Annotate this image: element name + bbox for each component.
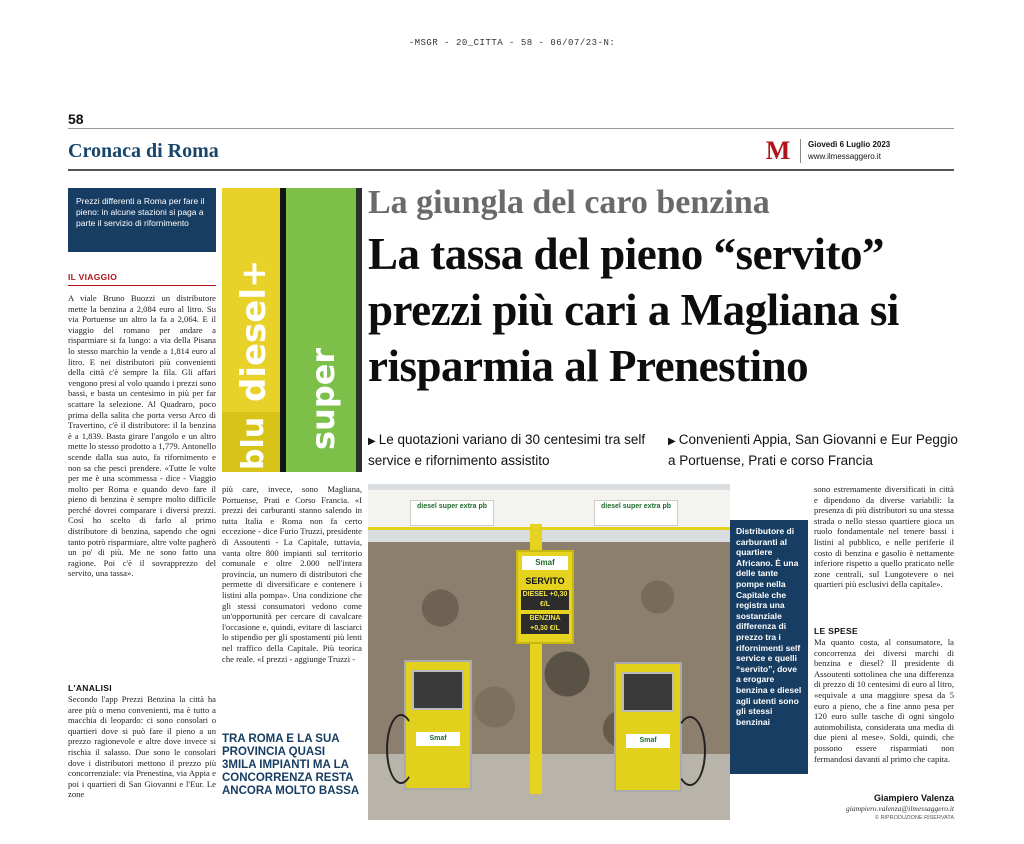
dispenser-screen: [412, 670, 464, 710]
pump-label-blu: blu: [236, 416, 271, 470]
header-rule: [68, 169, 954, 171]
label-analisi: L'ANALISI: [68, 683, 112, 693]
canopy-sign-right: diesel super extra pb: [594, 500, 678, 526]
fuel-hose: [386, 714, 416, 784]
label-viaggio: IL VIAGGIO: [68, 272, 118, 282]
issue-date: Giovedì 6 Luglio 2023: [808, 140, 891, 149]
gas-station-photo: [368, 484, 730, 820]
author-signature: Giampiero Valenza: [873, 793, 954, 803]
triangle-bullet-icon: ▶: [668, 436, 676, 447]
top-rule: [68, 128, 954, 129]
pull-quote: TRA ROMA E LA SUA PROVINCIA QUASI 3MILA IMPIANTI MA LA CONCORRENZA RESTA ANCORA MOLTO BASSA: [222, 733, 360, 797]
price-board-logo: Smaf: [522, 556, 568, 570]
print-slug: -MSGR - 20_CITTA - 58 - 06/07/23-N:: [408, 38, 616, 48]
article-column-4: sono estremamente diversificati in città e dipendono da diverse variabili: la presenza di più distributori su una stessa strada o nello stesso quartiere gioca un ruolo fondamentale nel tenere bassi i listini al pubblico, e nelle periferie il costo di benzina e gasolio è nettamente inferiore rispetto a quello praticato nelle zone centrali, sul Lungotevere o nei quartieri più esclusivi della capitale».: [814, 484, 954, 590]
pump-label-diesel: diesel+: [234, 259, 274, 402]
canopy-sign-left: diesel super extra pb: [410, 500, 494, 526]
fuel-dispenser-left: [404, 660, 472, 790]
pump-labels-photo: [222, 188, 362, 472]
kicker: La giungla del caro benzina: [368, 184, 770, 221]
masthead-logo-icon: M: [765, 136, 791, 165]
price-board-title: SERVITO: [525, 576, 565, 586]
price-board-diesel: DIESEL +0,30 €/L: [522, 591, 568, 608]
copyright-notice: © RIPRODUZIONE RISERVATA: [874, 815, 954, 821]
dispenser-screen: [622, 672, 674, 712]
masthead-separator: [800, 139, 801, 163]
price-board: [516, 550, 574, 644]
deck-1: [368, 430, 658, 470]
article-column-4b: Ma quanto costa, al consumatore, la concorrenza dei diversi marchi di benzina e diesel? Il presidente di Assoutenti sottolinea che una differenza di prezzo di 10 centesimi di euro al litro, «equivale a una maggiore spesa da 5 euro a pieno, che a fine anno pesa per 120 euro sulle tasche di ogni singolo automobilista, considerata una media di due pieni al mese». Soldi, quindi, che possono essere risparmiati non fermandosi davanti al primo che capita.: [814, 637, 954, 764]
website: www.ilmessaggero.it: [808, 152, 881, 161]
triangle-bullet-icon: ▶: [368, 436, 376, 447]
pump-label-super: super: [304, 347, 342, 450]
price-board-benzina: BENZINA +0,30 €/L: [521, 614, 569, 634]
dispenser-logo: Smaf: [626, 734, 670, 748]
label-spese: LE SPESE: [814, 626, 858, 636]
deck-2-text: Convenienti Appia, San Giovanni e Eur Peggio a Portuense, Prati e corso Francia: [668, 432, 958, 468]
deck-1-text: Le quotazioni variano di 30 centesimi tra self service e rifornimento assistito: [368, 432, 646, 468]
page-number: 58: [68, 111, 84, 127]
dispenser-logo: Smaf: [416, 732, 460, 746]
photo-caption: Distributore di carburanti al quartiere Africano. È una delle tante pompe nella Capitale che registra una sostanziale differenza di prezzo tra i rifornimenti self service e quelli “servito”, dove a erogare benzina e diesel agli utenti sono gli stessi benzinai: [730, 520, 808, 774]
summary-box: Prezzi differenti a Roma per fare il pieno: in alcune stazioni si paga a parte il servizio di rifornimento: [68, 188, 216, 252]
article-column-1b: Secondo l'app Prezzi Benzina la città ha aree più o meno convenienti, ma è tutto a macchia di leopardo: ci sono consolari o quartieri dove si può fare il pieno a un prezzo ragionevole e altre dove invece si rischia il salasso. Due sono le consolari dove i distributori mettono il prezzo più concorrenziale: via Prenestina, via Appia e poi i quartieri di San Giovanni e l'Eur. Le zone: [68, 694, 216, 800]
article-column-1: A viale Bruno Buozzi un distributore mette la benzina a 2,084 euro al litro. Su via Portuense un altro la fa a 2,064. E il viaggio del romano per andare a risparmiare si fa lungo: a via della Pisana lo stesso marchio la vende a 1,814 euro al litro. E nei distributori più convenienti della città c'è sempre la fila. Gli affari vengono presi al volo quando i prezzi sono bassi, e basta un centesimo in più per far scattare la selezione. Al Quadraro, poco prima della salita che porta verso Arco di Travertino, c'è il distributore: il la benzina è a 1,839. Basta girare l'angolo e un altro mette lo stesso prodotto a 1,779. Antonello scende dalla sua auto, fa rifornimento e non sa che pesci prendere. «Tutte le volte per me è una scommessa - dice - Viaggio molto per Roma e quando devo fare il pieno di benzina è sempre molto difficile perché dovrei comparare i diversi prezzi. Così ho scelto di farlo al primo distributore di benzina, sapendo che ogni tanto potrò risparmiare, altre volte pagherò un po' di più. Me ne sono fatto una ragione. Poi c'è il sovrapprezzo del servito, una tassa».: [68, 293, 216, 579]
station-canopy: [368, 490, 730, 530]
article-column-2: più care, invece, sono Magliana, Portuense, Prati e Corso Francia. «I prezzi dei carburanti stanno salendo in tutta Italia e Roma non fa certo eccezione - dice Furio Truzzi, presidente di Assoutenti - La Capitale, tuttavia, vanta oltre 800 impianti sul territorio comunale e oltre 2.000 nell'intera provincia, un numero di distributori che permette di diversificare e contenere i listini alla pompa». Una condizione che gli stessi consumatori vedono come un'opportunità per cercare di cavalcare l'occasione e, quindi, evitare di lasciarci lo stipendio per gli spostamenti più lenti nel traffico della Capitale. Più teorica che reale. «I prezzi - aggiunge Truzzi -: [222, 484, 362, 664]
fuel-hose: [674, 716, 706, 786]
headline: La tassa del pieno “servito” prezzi più cari a Magliana si risparmia al Prenestino: [368, 229, 899, 391]
label-rule: [68, 285, 216, 286]
section-title: Cronaca di Roma: [68, 140, 219, 162]
fuel-dispenser-right: [614, 662, 682, 792]
deck-2: [668, 430, 958, 470]
author-email: giampiero.valenza@ilmessaggero.it: [846, 804, 954, 813]
